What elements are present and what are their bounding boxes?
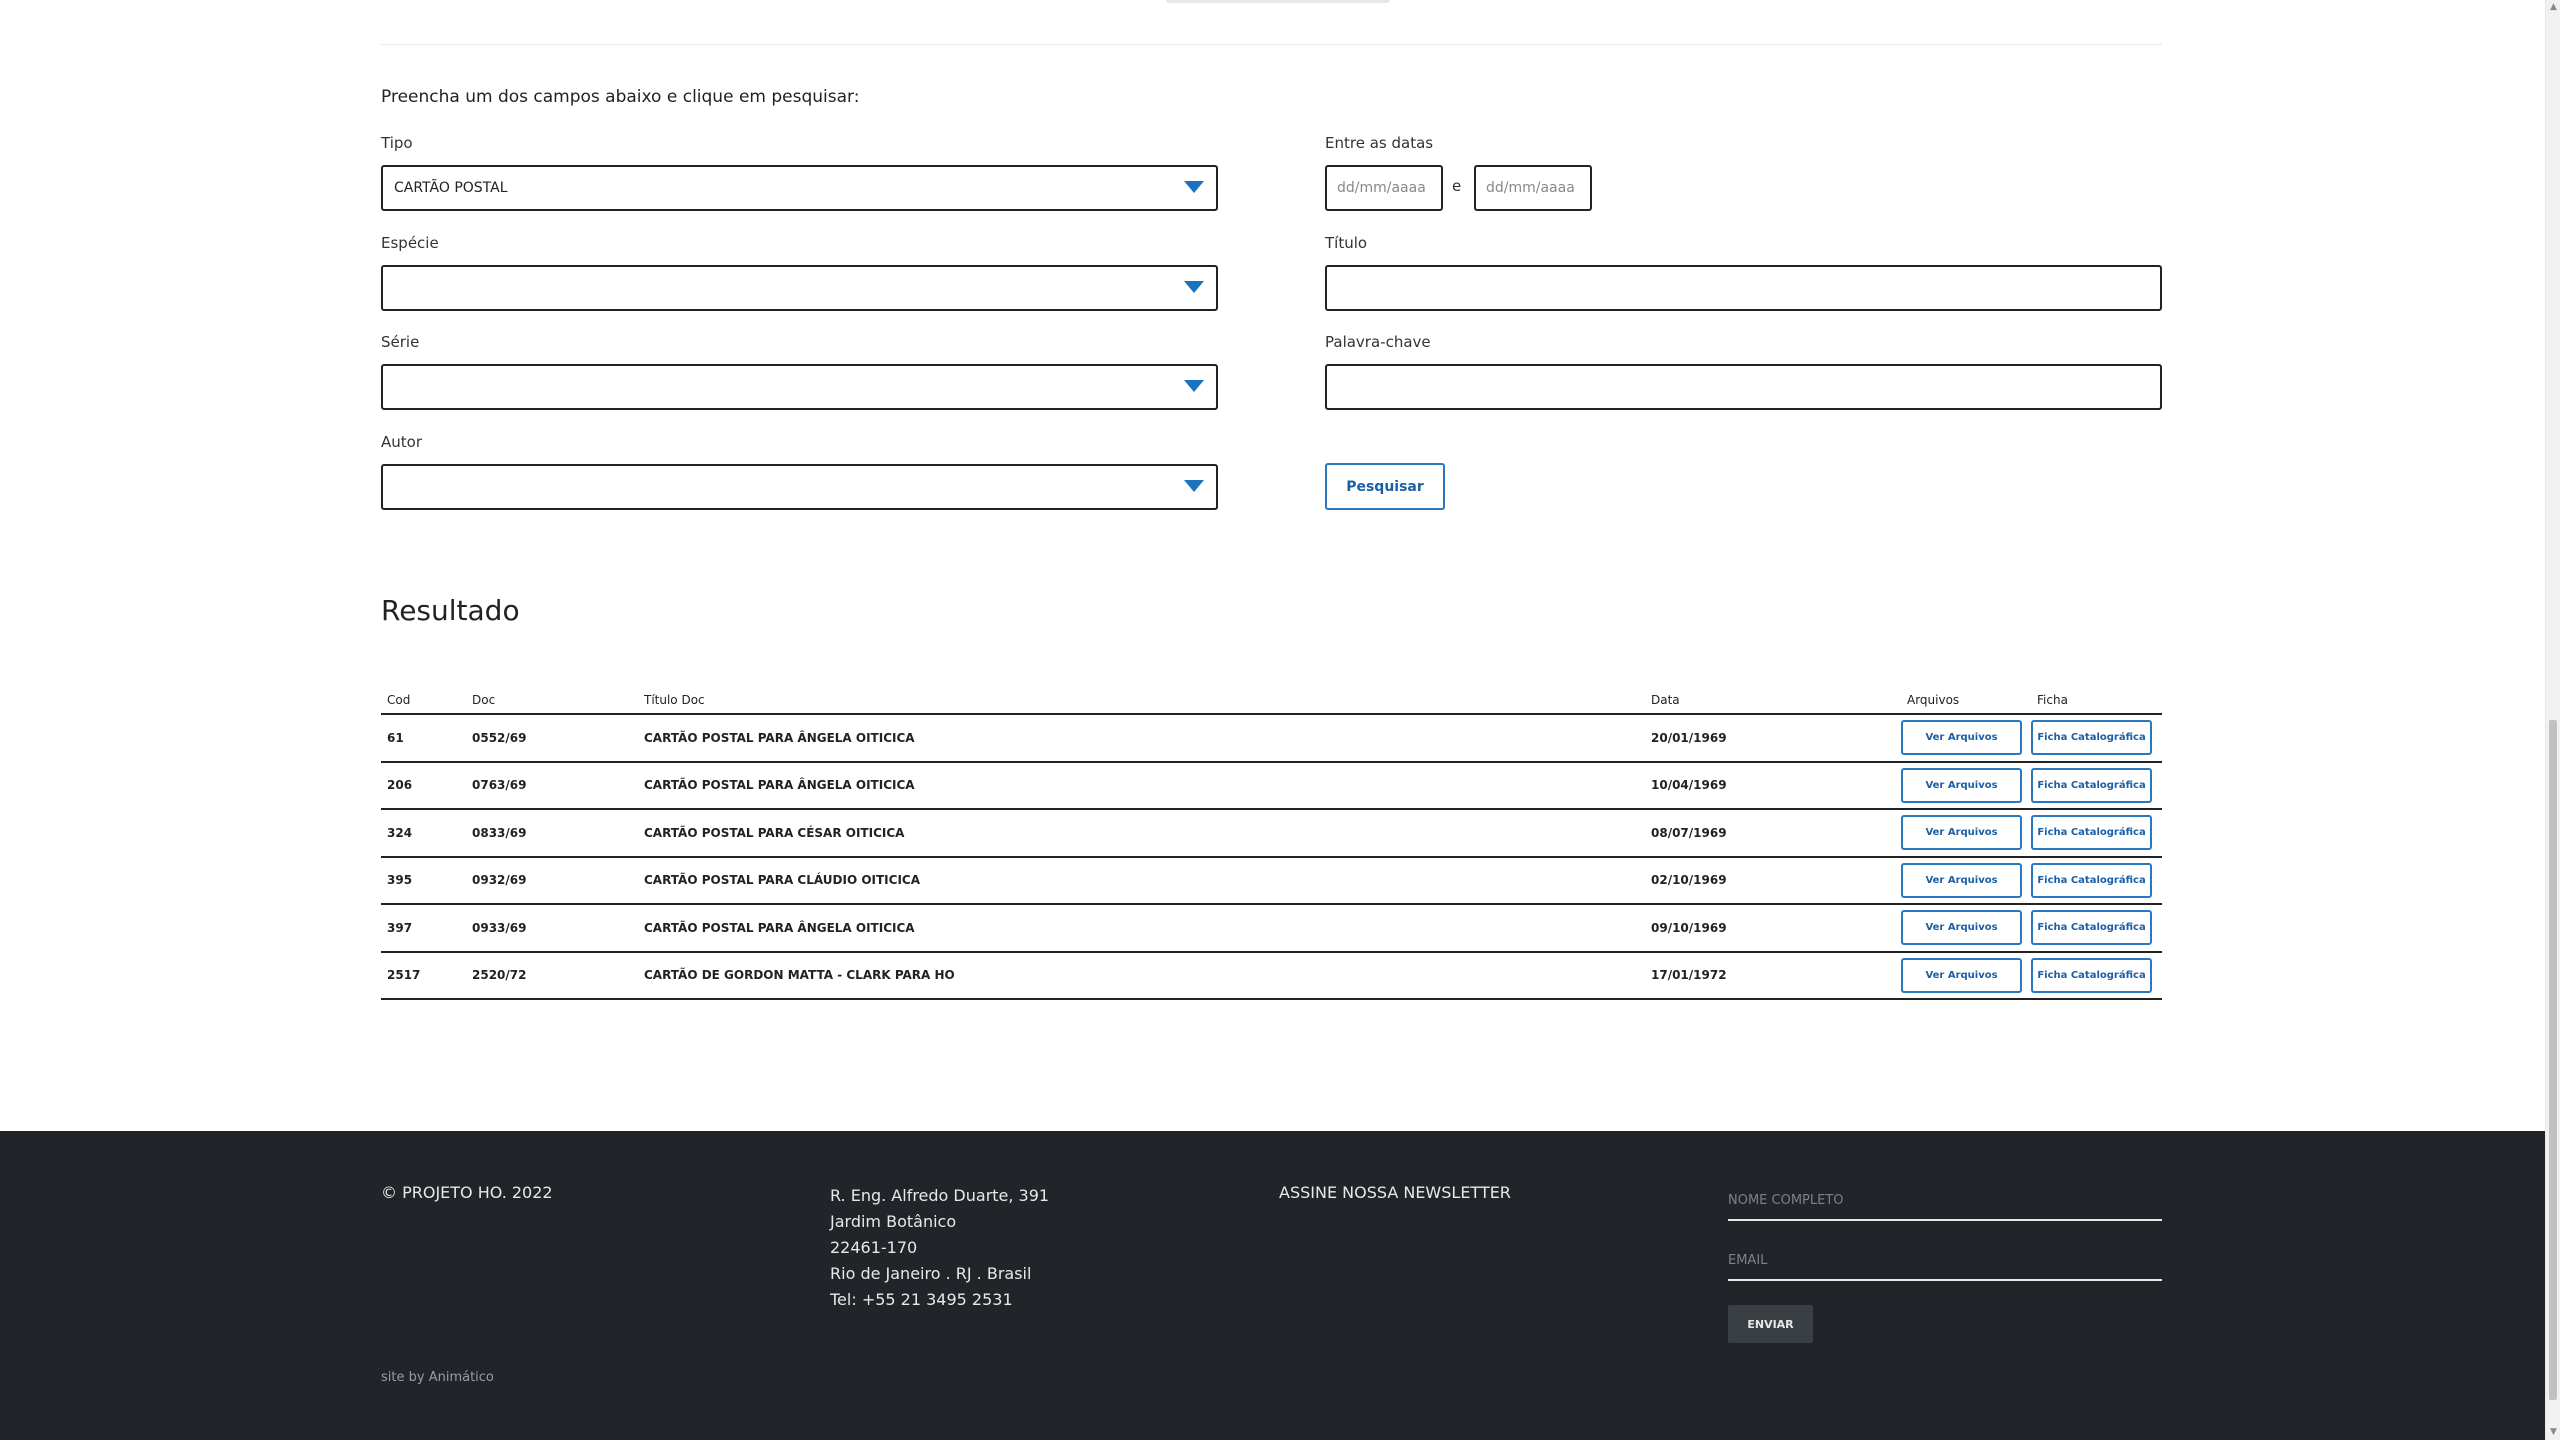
scroll-down-arrow-icon[interactable]: ▼ (2550, 1427, 2557, 1437)
address-line: Rio de Janeiro . RJ . Brasil (830, 1264, 1032, 1283)
dates-label: Entre as datas (1325, 134, 1434, 152)
ver-arquivos-button[interactable]: Ver Arquivos (1901, 720, 2022, 755)
page-scrollbar[interactable] (2545, 0, 2560, 1440)
cell-cod: 2517 (381, 952, 466, 1000)
results-table (381, 686, 2162, 1000)
tipo-select-value: CARTÃO POSTAL (394, 180, 508, 196)
ver-arquivos-button[interactable]: Ver Arquivos (1901, 910, 2022, 945)
cell-cod: 397 (381, 904, 466, 952)
table-header-row (381, 686, 2162, 714)
cell-doc: 0933/69 (466, 904, 638, 952)
dropdown-arrow-icon (1184, 181, 1204, 193)
newsletter-email-input[interactable] (1728, 1241, 2162, 1281)
tipo-label: Tipo (381, 134, 413, 152)
table-row (381, 904, 2162, 952)
col-ficha: Ficha (2031, 686, 2162, 714)
col-cod: Cod (381, 686, 466, 714)
table-row (381, 952, 2162, 1000)
serie-label: Série (381, 333, 420, 351)
top-tab-stub (1166, 0, 1390, 3)
ficha-catalografica-button[interactable]: Ficha Catalográfica (2031, 815, 2152, 850)
date-to-input[interactable] (1474, 165, 1592, 211)
newsletter-send-button[interactable]: ENVIAR (1728, 1305, 1813, 1343)
search-instructions: Preencha um dos campos abaixo e clique em pesquisar: (381, 87, 860, 107)
cell-cod: 61 (381, 714, 466, 762)
address-line: R. Eng. Alfredo Duarte, 391 (830, 1186, 1050, 1205)
address-line: 22461-170 (830, 1238, 918, 1257)
cell-doc: 0932/69 (466, 857, 638, 905)
col-arquivos: Arquivos (1901, 686, 2031, 714)
cell-doc: 2520/72 (466, 952, 638, 1000)
cell-cod: 206 (381, 762, 466, 810)
cell-doc: 0552/69 (466, 714, 638, 762)
serie-select[interactable] (381, 364, 1218, 410)
cell-titulo: CARTÃO POSTAL PARA ÂNGELA OITICICA (638, 904, 1645, 952)
search-button[interactable]: Pesquisar (1325, 463, 1445, 510)
ficha-catalografica-button[interactable]: Ficha Catalográfica (2031, 720, 2152, 755)
cell-titulo: CARTÃO DE GORDON MATTA - CLARK PARA HO (638, 952, 1645, 1000)
credit-prefix: site by (381, 1370, 425, 1385)
titulo-input[interactable] (1325, 265, 2162, 311)
palavra-chave-input[interactable] (1325, 364, 2162, 410)
ver-arquivos-button[interactable]: Ver Arquivos (1901, 815, 2022, 850)
cell-data: 20/01/1969 (1645, 714, 1901, 762)
credit-link[interactable]: Animático (428, 1370, 494, 1385)
footer (0, 1131, 2545, 1440)
ficha-catalografica-button[interactable]: Ficha Catalográfica (2031, 768, 2152, 803)
footer-address (830, 1183, 1049, 1313)
tipo-select[interactable] (381, 165, 1218, 211)
cell-data: 10/04/1969 (1645, 762, 1901, 810)
ver-arquivos-button[interactable]: Ver Arquivos (1901, 768, 2022, 803)
ver-arquivos-button[interactable]: Ver Arquivos (1901, 863, 2022, 898)
autor-select[interactable] (381, 464, 1218, 510)
ver-arquivos-button[interactable]: Ver Arquivos (1901, 958, 2022, 993)
cell-titulo: CARTÃO POSTAL PARA ÂNGELA OITICICA (638, 762, 1645, 810)
cell-data: 02/10/1969 (1645, 857, 1901, 905)
ficha-catalografica-button[interactable]: Ficha Catalográfica (2031, 958, 2152, 993)
ficha-catalografica-button[interactable]: Ficha Catalográfica (2031, 910, 2152, 945)
scroll-up-arrow-icon[interactable]: ▲ (2550, 2, 2557, 12)
dropdown-arrow-icon (1184, 281, 1204, 293)
top-divider (381, 44, 2162, 45)
cell-cod: 395 (381, 857, 466, 905)
results-title: Resultado (381, 594, 520, 627)
table-row (381, 762, 2162, 810)
newsletter-title: ASSINE NOSSA NEWSLETTER (1279, 1183, 1511, 1202)
col-doc: Doc (466, 686, 638, 714)
table-row (381, 809, 2162, 857)
cell-titulo: CARTÃO POSTAL PARA ÂNGELA OITICICA (638, 714, 1645, 762)
cell-titulo: CARTÃO POSTAL PARA CLÁUDIO OITICICA (638, 857, 1645, 905)
date-from-input[interactable] (1325, 165, 1443, 211)
table-row (381, 857, 2162, 905)
autor-label: Autor (381, 433, 422, 451)
footer-copyright: © PROJETO HO. 2022 (381, 1183, 553, 1202)
newsletter-name-input[interactable] (1728, 1181, 2162, 1221)
address-line: Jardim Botânico (830, 1212, 957, 1231)
cell-data: 17/01/1972 (1645, 952, 1901, 1000)
titulo-label: Título (1325, 234, 1368, 252)
cell-data: 09/10/1969 (1645, 904, 1901, 952)
cell-cod: 324 (381, 809, 466, 857)
cell-titulo: CARTÃO POSTAL PARA CÉSAR OITICICA (638, 809, 1645, 857)
cell-doc: 0763/69 (466, 762, 638, 810)
col-data: Data (1645, 686, 1901, 714)
col-titulo: Título Doc (638, 686, 1645, 714)
cell-data: 08/07/1969 (1645, 809, 1901, 857)
dropdown-arrow-icon (1184, 480, 1204, 492)
especie-label: Espécie (381, 234, 439, 252)
cell-doc: 0833/69 (466, 809, 638, 857)
dropdown-arrow-icon (1184, 380, 1204, 392)
ficha-catalografica-button[interactable]: Ficha Catalográfica (2031, 863, 2152, 898)
table-row (381, 714, 2162, 762)
especie-select[interactable] (381, 265, 1218, 311)
palavra-chave-label: Palavra-chave (1325, 333, 1431, 351)
address-phone: Tel: +55 21 3495 2531 (830, 1290, 1013, 1309)
site-credit (381, 1370, 494, 1385)
date-separator: e (1452, 177, 1462, 195)
scrollbar-thumb[interactable] (2549, 720, 2557, 1400)
